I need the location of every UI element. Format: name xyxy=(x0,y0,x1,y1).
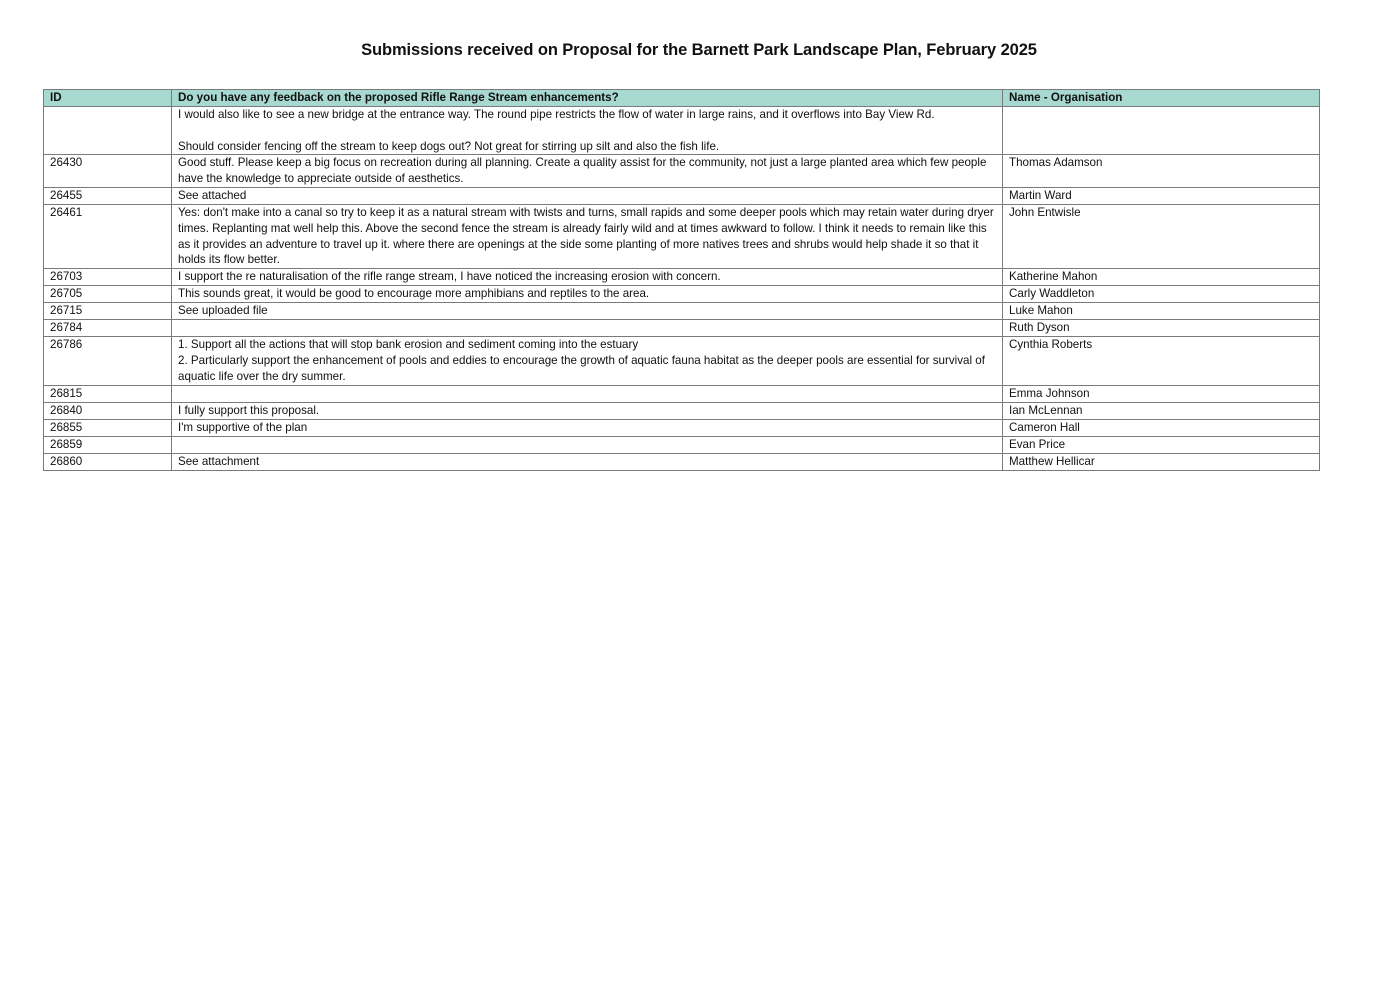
feedback-cell xyxy=(172,320,1003,337)
name-organisation: Matthew Hellicar xyxy=(1003,453,1320,470)
table-row xyxy=(44,385,1320,402)
table-row xyxy=(44,419,1320,436)
submission-id: 26859 xyxy=(44,436,172,453)
feedback-cell xyxy=(172,187,1003,204)
submission-id: 26855 xyxy=(44,419,172,436)
table-row xyxy=(44,453,1320,470)
submission-id xyxy=(44,107,172,155)
submission-id: 26784 xyxy=(44,320,172,337)
table-body xyxy=(44,107,1320,471)
feedback-cell xyxy=(172,453,1003,470)
name-organisation: Cynthia Roberts xyxy=(1003,337,1320,385)
feedback-cell xyxy=(172,385,1003,402)
name-organisation: Luke Mahon xyxy=(1003,303,1320,320)
submission-id: 26786 xyxy=(44,337,172,385)
name-organisation: Evan Price xyxy=(1003,436,1320,453)
submission-id: 26430 xyxy=(44,155,172,188)
page-title: Submissions received on Proposal for the Barnett Park Landscape Plan, February 2025 xyxy=(361,41,1037,59)
submission-id: 26703 xyxy=(44,269,172,286)
name-organisation: Carly Waddleton xyxy=(1003,286,1320,303)
column-header-feedback: Do you have any feedback on the proposed Rifle Range Stream enhancements? xyxy=(172,90,1003,107)
feedback-text xyxy=(178,123,996,139)
table-row xyxy=(44,402,1320,419)
feedback-text: 2. Particularly support the enhancement of pools and eddies to encourage the growth of aquatic fauna habitat as the deeper pools are essential for survival of aquatic life over the dry summer. xyxy=(178,353,985,383)
feedback-text: I fully support this proposal. xyxy=(178,403,320,417)
feedback-cell xyxy=(172,204,1003,268)
feedback-text: See uploaded file xyxy=(178,304,268,318)
feedback-text: Yes: don't make into a canal so try to keep it as a natural stream with twists and turns, small rapids and some deeper pools which may retain water during dryer times. Replanting mat well help this. Above the second fence the stream is already fairly wild and at times awkward to follow. I think it needs to remain like this as it provides an adventure to travel up it. where there are openings at the side some planting of more natives trees and shrubs would help shade it so that it holds its flow better. xyxy=(178,205,994,267)
column-header-name-organisation: Name - Organisation xyxy=(1003,90,1320,107)
name-organisation: Thomas Adamson xyxy=(1003,155,1320,188)
feedback-cell xyxy=(172,303,1003,320)
feedback-cell xyxy=(172,402,1003,419)
feedback-text: 1. Support all the actions that will stop bank erosion and sediment coming into the estuary xyxy=(178,338,639,352)
feedback-cell xyxy=(172,107,1003,155)
table-row xyxy=(44,107,1320,155)
submission-id: 26705 xyxy=(44,286,172,303)
feedback-text: See attached xyxy=(178,188,247,202)
feedback-text: Good stuff. Please keep a big focus on recreation during all planning. Create a quality assist for the community, not just a large planted area which few people have the knowledge to appreciate outside of aesthetics. xyxy=(178,156,987,186)
submissions-table xyxy=(43,89,1320,471)
feedback-cell xyxy=(172,155,1003,188)
table-row xyxy=(44,204,1320,268)
feedback-text: I would also like to see a new bridge at the entrance way. The round pipe restricts the flow of water in large rains, and it overflows into Bay View Rd. xyxy=(178,108,935,121)
feedback-text: I'm supportive of the plan xyxy=(178,420,308,434)
feedback-text: This sounds great, it would be good to encourage more amphibians and reptiles to the area. xyxy=(178,287,650,301)
table-row xyxy=(44,337,1320,385)
table-row xyxy=(44,303,1320,320)
table-row xyxy=(44,155,1320,188)
table-row xyxy=(44,320,1320,337)
name-organisation: Katherine Mahon xyxy=(1003,269,1320,286)
name-organisation: Cameron Hall xyxy=(1003,419,1320,436)
submission-id: 26840 xyxy=(44,402,172,419)
feedback-cell xyxy=(172,269,1003,286)
header-row xyxy=(44,90,1320,107)
feedback-cell xyxy=(172,419,1003,436)
feedback-text: See attachment xyxy=(178,454,260,468)
name-organisation: Martin Ward xyxy=(1003,187,1320,204)
column-header-id: ID xyxy=(44,90,172,107)
name-organisation: Ruth Dyson xyxy=(1003,320,1320,337)
name-organisation: Ian McLennan xyxy=(1003,402,1320,419)
feedback-cell xyxy=(172,337,1003,385)
table-row xyxy=(44,436,1320,453)
feedback-cell xyxy=(172,286,1003,303)
table-header xyxy=(44,90,1320,107)
submission-id: 26715 xyxy=(44,303,172,320)
name-organisation xyxy=(1003,107,1320,155)
name-organisation: John Entwisle xyxy=(1003,204,1320,268)
table-row xyxy=(44,269,1320,286)
submission-id: 26461 xyxy=(44,204,172,268)
feedback-text: Should consider fencing off the stream to keep dogs out? Not great for stirring up silt and also the fish life. xyxy=(178,139,720,153)
feedback-text: I support the re naturalisation of the rifle range stream, I have noticed the increasing erosion with concern. xyxy=(178,270,721,284)
submission-id: 26455 xyxy=(44,187,172,204)
name-organisation: Emma Johnson xyxy=(1003,385,1320,402)
table-row xyxy=(44,286,1320,303)
submission-id: 26815 xyxy=(44,385,172,402)
submission-id: 26860 xyxy=(44,453,172,470)
feedback-cell xyxy=(172,436,1003,453)
table-row xyxy=(44,187,1320,204)
